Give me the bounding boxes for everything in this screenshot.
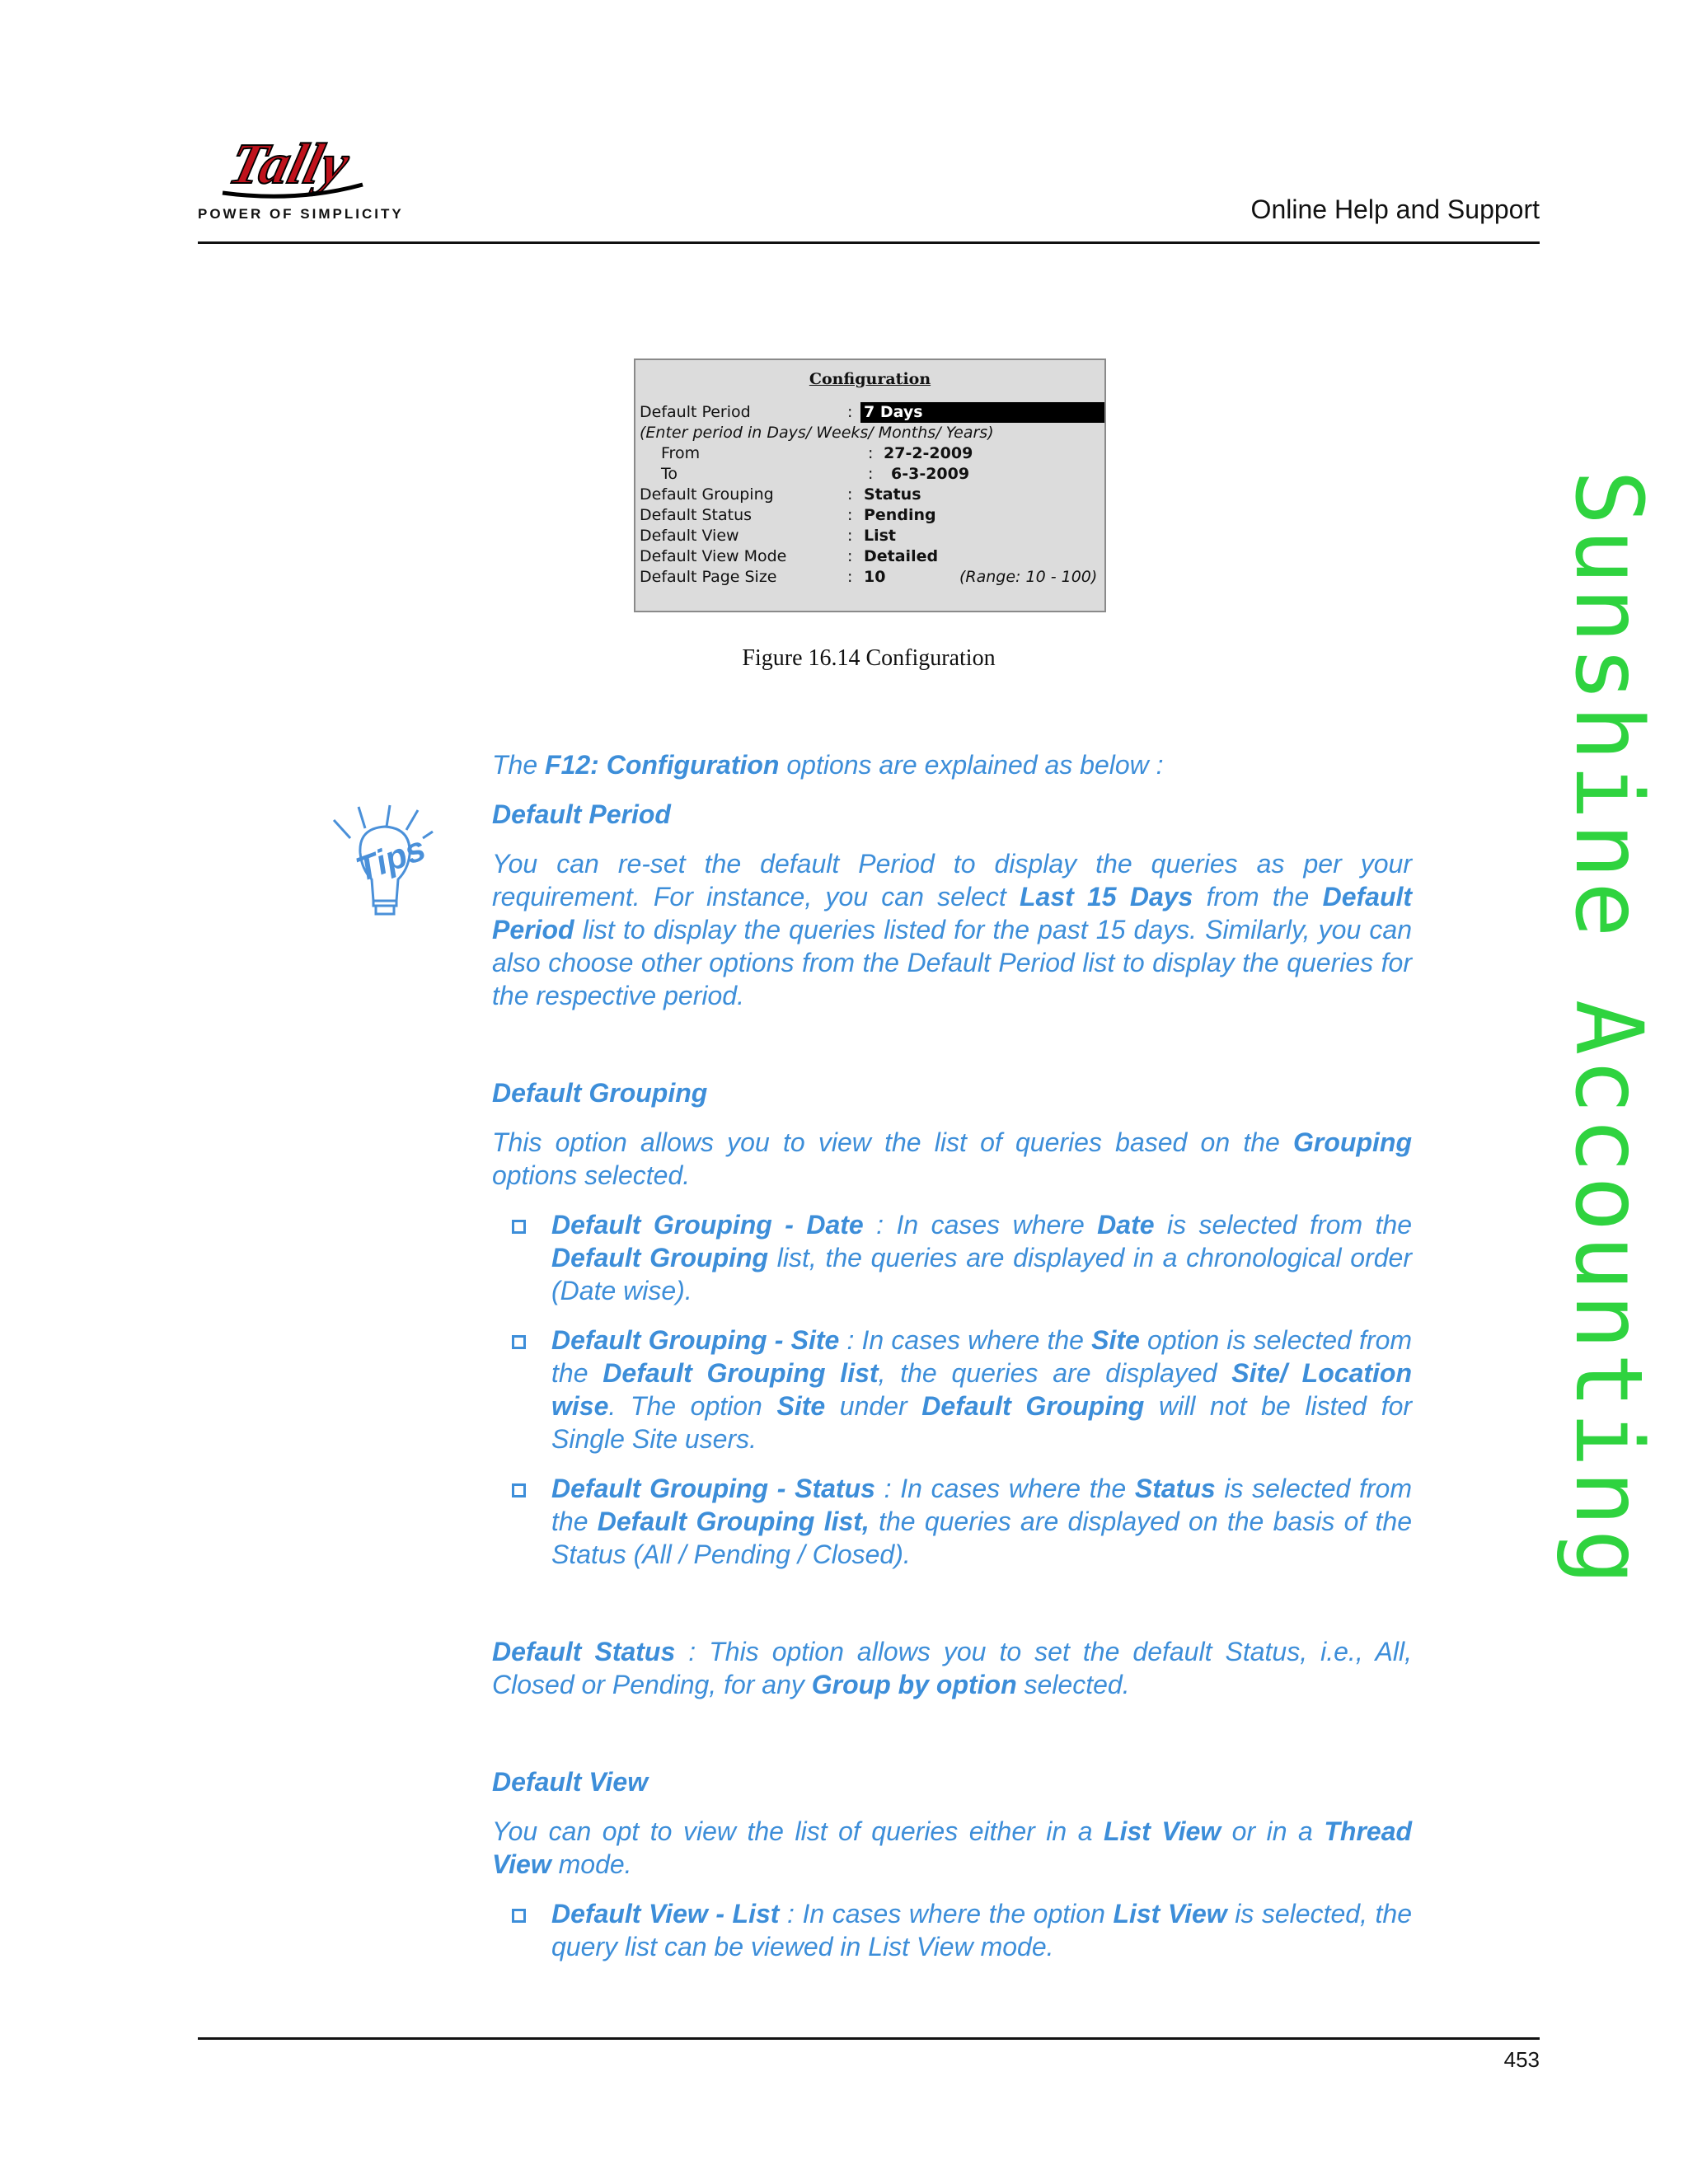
- default-grouping-value[interactable]: Status: [864, 485, 921, 504]
- intro-paragraph: The F12: Configuration options are explained as below :: [492, 750, 1164, 780]
- to-row[interactable]: To : 6-3-2009: [661, 465, 970, 483]
- default-status-label: Default Status: [640, 506, 753, 524]
- period-hint: (Enter period in Days/ Weeks/ Months/ Years): [640, 424, 994, 442]
- default-view-paragraph: You can opt to view the list of queries either in a List View or in a Thread View mode.: [492, 1816, 1413, 1879]
- default-view-mode-label: Default View Mode: [640, 547, 787, 565]
- default-status-row[interactable]: Default Status : Pending: [640, 506, 936, 524]
- default-period-row[interactable]: Default Period : 7 Days: [640, 402, 1104, 423]
- default-grouping-label: Default Grouping: [640, 485, 774, 504]
- default-grouping-row[interactable]: Default Grouping : Status: [640, 485, 921, 504]
- default-view-mode-value[interactable]: Detailed: [864, 547, 939, 565]
- configuration-panel: [634, 359, 1106, 612]
- tips-lightbulb-icon: [326, 804, 441, 927]
- from-row[interactable]: From : 27-2-2009: [661, 444, 973, 462]
- default-view-heading: Default View: [492, 1767, 649, 1797]
- square-bullet-icon: [512, 1220, 526, 1234]
- default-grouping-heading: Default Grouping: [492, 1078, 708, 1108]
- default-page-size-label: Default Page Size: [640, 568, 777, 586]
- to-value[interactable]: 6-3-2009: [891, 465, 970, 483]
- view-list: [492, 1897, 1412, 1963]
- svg-text:Tally: Tally: [223, 132, 356, 196]
- default-status-paragraph: Default Status : This option allows you to set the default Status, i.e., All, Closed or Pending, for any Group by option selected.: [492, 1637, 1413, 1699]
- page-number: 453: [1503, 2047, 1540, 2072]
- body-content: [492, 748, 1412, 1963]
- default-status-value[interactable]: Pending: [864, 506, 936, 524]
- square-bullet-icon: [512, 1909, 526, 1923]
- logo-tagline: POWER OF SIMPLICITY: [198, 206, 404, 222]
- watermark-text: Sunshine Accounting: [1554, 470, 1662, 1589]
- default-period-paragraph: You can re-set the default Period to display the queries as per your requirement. For instance, you can select Last 15 Days from the Default Period list to display the queries listed for the past 15 days. Similarly, you can also choose other options from the Default Period list to display the queries for the respective period.: [492, 849, 1413, 1010]
- svg-text:Tips: Tips: [350, 828, 431, 889]
- default-period-value[interactable]: 7 Days: [860, 402, 1104, 423]
- grouping-list: [492, 1208, 1412, 1571]
- from-label: From: [661, 444, 701, 462]
- header-title: Online Help and Support: [1250, 194, 1540, 224]
- list-item: Default Grouping - Status : In cases where the Status is selected from the Default Grouping list, the queries are displayed on the basis of the Status (All / Pending / Closed).: [492, 1472, 1412, 1571]
- figure-caption: Figure 16.14 Configuration: [742, 645, 996, 671]
- default-view-value[interactable]: List: [864, 527, 897, 545]
- list-item: Default Grouping - Site : In cases where the Site option is selected from the Default Grouping list, the queries are displayed Site/ Location wise. The option Site under Default Grouping will not be listed for Single Site users.: [492, 1324, 1412, 1455]
- footer-rule: [198, 2037, 1540, 2040]
- list-item: Default Grouping - Date : In cases where Date is selected from the Default Grouping list, the queries are displayed in a chronological order (Date wise).: [492, 1208, 1412, 1307]
- header-rule: [198, 241, 1540, 244]
- default-view-row[interactable]: Default View : List: [640, 527, 897, 545]
- from-value[interactable]: 27-2-2009: [884, 444, 973, 462]
- list-item: Default View - List : In cases where the option List View is selected, the query list can be viewed in List View mode.: [492, 1897, 1412, 1963]
- default-page-size-value[interactable]: 10: [864, 568, 886, 586]
- default-view-label: Default View: [640, 527, 739, 545]
- default-period-label: Default Period: [640, 403, 751, 421]
- square-bullet-icon: [512, 1335, 526, 1349]
- to-label: To: [661, 465, 678, 483]
- default-view-mode-row[interactable]: Default View Mode : Detailed: [640, 547, 939, 565]
- default-page-size-row[interactable]: Default Page Size : 10 (Range: 10 - 100): [640, 568, 1098, 586]
- default-grouping-paragraph: This option allows you to view the list of queries based on the Grouping options selected.: [492, 1127, 1412, 1190]
- square-bullet-icon: [512, 1483, 526, 1497]
- page-size-range: (Range: 10 - 100): [959, 568, 1098, 586]
- default-period-heading: Default Period: [492, 799, 671, 829]
- configuration-panel-title: Configuration: [809, 370, 931, 388]
